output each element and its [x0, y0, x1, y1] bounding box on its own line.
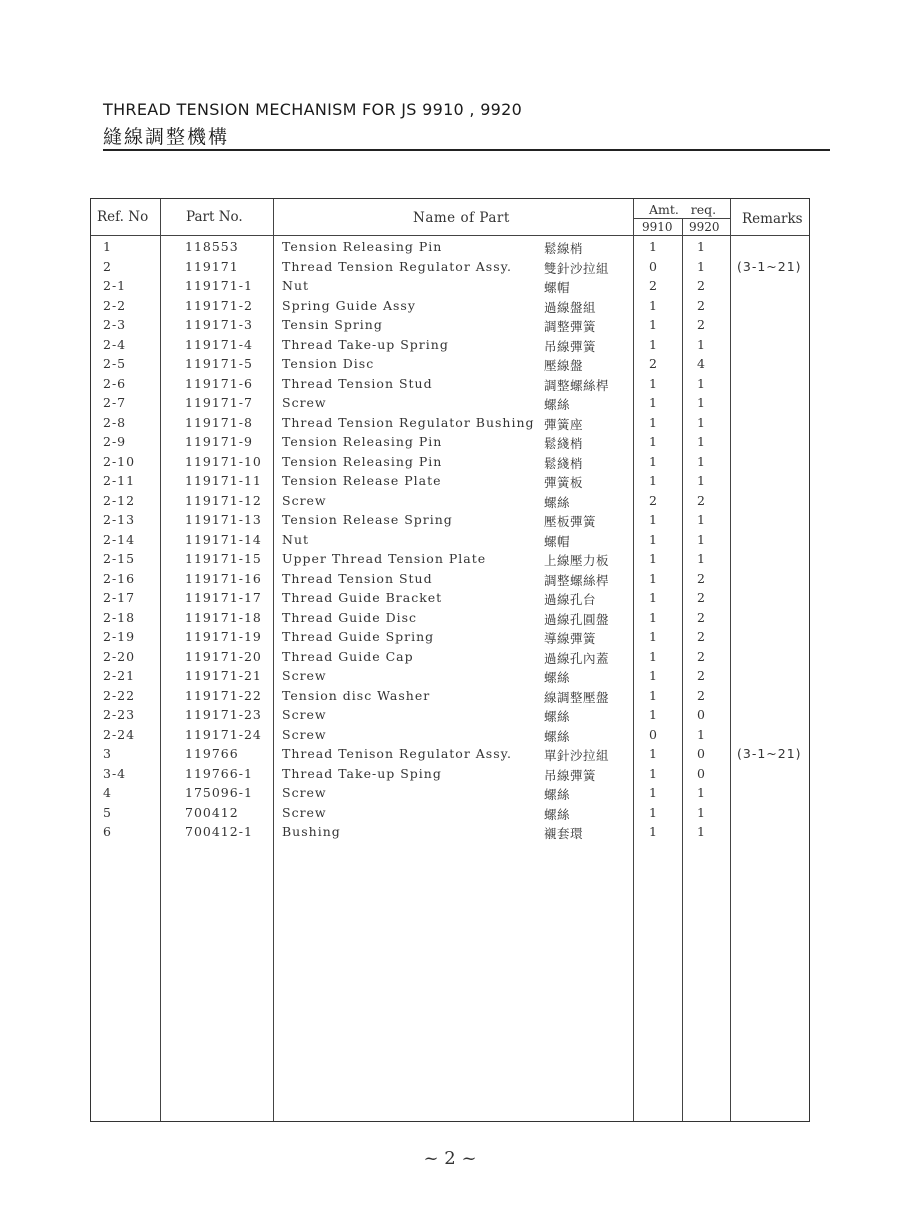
chinese-name-cell: 螺帽 [544, 533, 571, 549]
amt-9910-cell: 2 [649, 278, 658, 293]
part-name-cell: Thread Tenison Regulator Assy. [282, 746, 513, 761]
table-row [91, 668, 809, 688]
amt-9920-cell: 1 [697, 824, 706, 839]
amt-9910-cell: 1 [649, 746, 658, 761]
table-row [91, 337, 809, 357]
ref-cell: 2-19 [103, 629, 136, 644]
amt-9920-cell: 2 [697, 687, 706, 703]
amt-9920-cell: 1 [697, 531, 706, 547]
part-no-cell: 119171 [185, 258, 239, 274]
amt-9910-cell: 1 [649, 336, 658, 352]
ref-cell: 2-23 [103, 707, 136, 722]
part-no-cell: 119171-12 [185, 492, 262, 508]
remarks-cell: (3-1~21) [737, 258, 802, 274]
table-row [91, 512, 809, 532]
chinese-name-cell: 襯套環 [544, 826, 584, 841]
amt-9920-cell: 1 [697, 453, 706, 469]
ref-cell: 2-4 [103, 336, 127, 352]
amt-9910-cell: 1 [649, 590, 658, 605]
ref-cell: 2-7 [103, 395, 127, 410]
part-name-cell: Thread Guide Disc [282, 609, 418, 625]
table-row [91, 688, 809, 708]
ref-cell: 3-4 [103, 765, 127, 781]
amt-9910-cell: 0 [649, 726, 658, 742]
amt-9910-cell: 1 [649, 434, 658, 449]
ref-cell: 2-6 [103, 375, 127, 391]
amt-9910-cell: 1 [649, 570, 658, 586]
part-no-cell: 119171-17 [185, 590, 262, 605]
chinese-name-cell: 過線孔圓盤 [544, 611, 610, 627]
amt-9920-cell: 2 [697, 648, 706, 664]
part-no-cell: 119171-21 [185, 668, 262, 683]
amt-9910-cell: 1 [649, 687, 658, 703]
chinese-name-cell: 雙針沙拉組 [544, 260, 610, 276]
amt-9920-cell: 2 [697, 278, 706, 293]
part-name-cell: Thread Tension Regulator Bushing [282, 414, 535, 430]
table-row [91, 415, 809, 435]
chinese-name-cell: 壓線盤 [544, 358, 584, 373]
amt-9910-cell: 2 [649, 356, 658, 371]
part-no-cell: 119171-10 [185, 453, 262, 469]
amt-9920-cell: 0 [697, 707, 706, 722]
chinese-name-cell: 鬆綫梢 [544, 455, 584, 471]
part-no-cell: 119171-23 [185, 707, 262, 722]
amt-9920-cell: 2 [697, 492, 706, 508]
part-name-cell: Screw [282, 492, 327, 508]
remarks-cell: (3-1~21) [737, 746, 802, 761]
chinese-name-cell: 上線壓力板 [544, 553, 610, 568]
chinese-name-cell: 螺絲 [544, 787, 571, 802]
amt-9910-cell: 1 [649, 473, 658, 488]
amt-9920-cell: 1 [697, 551, 706, 566]
amt-9910-cell: 1 [649, 629, 658, 644]
part-name-cell: Thread Take-up Sping [282, 765, 442, 781]
ref-cell: 4 [103, 785, 112, 800]
header-remarks: Remarks [742, 211, 803, 227]
part-name-cell: Tension Release Plate [282, 473, 442, 488]
table-row [91, 395, 809, 415]
title-underline [103, 149, 830, 151]
part-no-cell: 700412-1 [185, 824, 253, 839]
chinese-name-cell: 壓板彈簧 [544, 514, 597, 529]
table-row [91, 707, 809, 727]
part-name-cell: Tension Release Spring [282, 512, 453, 527]
table-row [91, 629, 809, 649]
chinese-name-cell: 調整螺絲桿 [544, 572, 610, 588]
part-name-cell: Screw [282, 726, 327, 742]
amt-9920-cell: 1 [697, 434, 706, 449]
part-no-cell: 119766-1 [185, 765, 253, 781]
amt-9920-cell: 0 [697, 746, 706, 761]
amt-9920-cell: 1 [697, 726, 706, 742]
part-name-cell: Screw [282, 395, 327, 410]
chinese-name-cell: 螺絲 [544, 709, 571, 724]
part-name-cell: Screw [282, 668, 327, 683]
part-no-cell: 119171-13 [185, 512, 262, 527]
part-no-cell: 175096-1 [185, 785, 253, 800]
amt-9910-cell: 1 [649, 707, 658, 722]
ref-cell: 2-5 [103, 356, 127, 371]
amt-9920-cell: 0 [697, 765, 706, 781]
table-row [91, 473, 809, 493]
amt-9920-cell: 1 [697, 336, 706, 352]
part-name-cell: Thread Guide Bracket [282, 590, 443, 605]
part-name-cell: Thread Tension Stud [282, 375, 433, 391]
ref-cell: 2-21 [103, 668, 136, 683]
header-amt-req: Amt. req. [649, 202, 717, 217]
part-name-cell: Thread Guide Cap [282, 648, 414, 664]
amt-9910-cell: 1 [649, 453, 658, 469]
part-name-cell: Tension Releasing Pin [282, 239, 443, 254]
table-row [91, 766, 809, 786]
header-subdivider [633, 218, 730, 219]
chinese-name-cell: 導線彈簧 [544, 631, 597, 646]
ref-cell: 2-15 [103, 551, 136, 566]
part-name-cell: Nut [282, 278, 310, 293]
chinese-name-cell: 調整螺絲桿 [544, 377, 610, 393]
part-name-cell: Upper Thread Tension Plate [282, 551, 487, 566]
part-no-cell: 119171-3 [185, 317, 253, 332]
chinese-name-cell: 調整彈簧 [544, 319, 597, 334]
chinese-name-cell: 吊線彈簧 [544, 767, 597, 783]
ref-cell: 2-16 [103, 570, 136, 586]
table-row [91, 454, 809, 474]
part-no-cell: 119171-6 [185, 375, 253, 391]
ref-cell: 2-18 [103, 609, 136, 625]
table-row [91, 239, 809, 259]
amt-9920-cell: 1 [697, 395, 706, 410]
part-name-cell: Thread Take-up Spring [282, 336, 449, 352]
part-name-cell: Tension Disc [282, 356, 375, 371]
table-row [91, 824, 809, 844]
amt-9910-cell: 1 [649, 239, 658, 254]
amt-9910-cell: 1 [649, 375, 658, 391]
amt-9910-cell: 1 [649, 512, 658, 527]
part-no-cell: 119171-4 [185, 336, 253, 352]
part-name-cell: Nut [282, 531, 310, 547]
chinese-name-cell: 彈簧座 [544, 416, 584, 432]
chinese-name-cell: 螺絲 [544, 494, 571, 510]
part-name-cell: Thread Tension Regulator Assy. [282, 258, 513, 274]
ref-cell: 2-24 [103, 726, 136, 742]
chinese-name-cell: 螺絲 [544, 397, 571, 412]
chinese-name-cell: 線調整壓盤 [544, 689, 610, 705]
part-no-cell: 119171-1 [185, 278, 253, 293]
ref-cell: 2-17 [103, 590, 136, 605]
amt-9920-cell: 4 [697, 356, 706, 371]
ref-cell: 2-9 [103, 434, 127, 449]
ref-cell: 2-1 [103, 278, 127, 293]
amt-9910-cell: 1 [649, 531, 658, 547]
part-name-cell: Tension Releasing Pin [282, 453, 443, 469]
part-name-cell: Spring Guide Assy [282, 297, 416, 313]
chinese-name-cell: 單針沙拉組 [544, 748, 610, 763]
amt-9910-cell: 1 [649, 414, 658, 430]
part-no-cell: 119171-9 [185, 434, 253, 449]
amt-9910-cell: 1 [649, 395, 658, 410]
table-row [91, 610, 809, 630]
amt-9910-cell: 1 [649, 297, 658, 313]
table-row [91, 298, 809, 318]
part-no-cell: 119171-22 [185, 687, 262, 703]
ref-cell: 6 [103, 824, 112, 839]
ref-cell: 2-22 [103, 687, 136, 703]
chinese-name-cell: 過線盤組 [544, 299, 597, 315]
ref-cell: 2-10 [103, 453, 136, 469]
chinese-name-cell: 螺絲 [544, 670, 571, 685]
table-row [91, 434, 809, 454]
table-row [91, 746, 809, 766]
amt-9910-cell: 1 [649, 804, 658, 820]
table-row [91, 590, 809, 610]
ref-cell: 5 [103, 804, 112, 820]
part-name-cell: Tension Releasing Pin [282, 434, 443, 449]
ref-cell: 1 [103, 239, 112, 254]
table-row [91, 493, 809, 513]
amt-9910-cell: 1 [649, 785, 658, 800]
part-name-cell: Screw [282, 785, 327, 800]
chinese-name-cell: 吊線彈簧 [544, 338, 597, 354]
table-row [91, 805, 809, 825]
amt-9920-cell: 2 [697, 609, 706, 625]
part-name-cell: Bushing [282, 824, 341, 839]
chinese-name-cell: 螺絲 [544, 806, 571, 822]
part-no-cell: 119171-18 [185, 609, 262, 625]
part-no-cell: 119171-8 [185, 414, 253, 430]
chinese-name-cell: 鬆線梢 [544, 241, 584, 256]
header-amt-9920: 9920 [689, 220, 720, 234]
table-row [91, 532, 809, 552]
table-row [91, 551, 809, 571]
amt-9920-cell: 2 [697, 590, 706, 605]
amt-9910-cell: 1 [649, 551, 658, 566]
document-title-english: THREAD TENSION MECHANISM FOR JS 9910 , 9920 [103, 100, 523, 119]
table-row [91, 259, 809, 279]
chinese-name-cell: 過線孔內蓋 [544, 650, 610, 666]
part-no-cell: 119171-7 [185, 395, 253, 410]
ref-cell: 3 [103, 746, 112, 761]
amt-9920-cell: 1 [697, 375, 706, 391]
part-no-cell: 119171-15 [185, 551, 262, 566]
table-row [91, 727, 809, 747]
part-no-cell: 119171-19 [185, 629, 262, 644]
table-row [91, 356, 809, 376]
page-number: ~ 2 ~ [423, 1148, 477, 1169]
amt-9920-cell: 1 [697, 804, 706, 820]
header-part-no: Part No. [186, 209, 243, 225]
amt-9920-cell: 1 [697, 414, 706, 430]
part-no-cell: 119171-20 [185, 648, 262, 664]
chinese-name-cell: 鬆綫梢 [544, 436, 584, 451]
ref-cell: 2-11 [103, 473, 136, 488]
parts-table [90, 198, 810, 1122]
header-bottom-rule [91, 235, 809, 236]
amt-9910-cell: 1 [649, 609, 658, 625]
part-no-cell: 119171-11 [185, 473, 262, 488]
part-no-cell: 119171-2 [185, 297, 253, 313]
chinese-name-cell: 過線孔台 [544, 592, 597, 607]
amt-9910-cell: 2 [649, 492, 658, 508]
amt-9920-cell: 2 [697, 317, 706, 332]
header-amt-9910: 9910 [642, 220, 673, 234]
header-name-of-part: Name of Part [413, 210, 510, 226]
part-no-cell: 700412 [185, 804, 239, 820]
part-name-cell: Tensin Spring [282, 317, 383, 332]
amt-9910-cell: 1 [649, 668, 658, 683]
amt-9920-cell: 1 [697, 473, 706, 488]
ref-cell: 2-13 [103, 512, 136, 527]
table-row [91, 649, 809, 669]
chinese-name-cell: 螺帽 [544, 280, 571, 295]
part-no-cell: 119171-16 [185, 570, 262, 586]
part-no-cell: 119766 [185, 746, 239, 761]
amt-9910-cell: 1 [649, 824, 658, 839]
amt-9920-cell: 1 [697, 785, 706, 800]
part-no-cell: 118553 [185, 239, 239, 254]
document-title-chinese: 縫線調整機構 [103, 126, 230, 148]
ref-cell: 2-3 [103, 317, 127, 332]
ref-cell: 2-20 [103, 648, 136, 664]
part-name-cell: Screw [282, 707, 327, 722]
part-name-cell: Thread Tension Stud [282, 570, 433, 586]
table-row [91, 785, 809, 805]
chinese-name-cell: 彈簧板 [544, 475, 584, 490]
chinese-name-cell: 螺絲 [544, 728, 571, 744]
table-row [91, 376, 809, 396]
part-no-cell: 119171-14 [185, 531, 262, 547]
table-row [91, 278, 809, 298]
table-row [91, 571, 809, 591]
header-ref-no: Ref. No [97, 209, 149, 225]
amt-9910-cell: 1 [649, 648, 658, 664]
ref-cell: 2 [103, 258, 112, 274]
part-name-cell: Thread Guide Spring [282, 629, 435, 644]
part-name-cell: Tension disc Washer [282, 687, 431, 703]
part-name-cell: Screw [282, 804, 327, 820]
amt-9910-cell: 1 [649, 317, 658, 332]
amt-9920-cell: 1 [697, 258, 706, 274]
amt-9920-cell: 2 [697, 570, 706, 586]
amt-9910-cell: 1 [649, 765, 658, 781]
part-no-cell: 119171-24 [185, 726, 262, 742]
ref-cell: 2-2 [103, 297, 127, 313]
amt-9920-cell: 2 [697, 629, 706, 644]
amt-9920-cell: 2 [697, 668, 706, 683]
amt-9910-cell: 0 [649, 258, 658, 274]
table-row [91, 317, 809, 337]
amt-9920-cell: 1 [697, 512, 706, 527]
ref-cell: 2-12 [103, 492, 136, 508]
ref-cell: 2-14 [103, 531, 136, 547]
amt-9920-cell: 1 [697, 239, 706, 254]
amt-9920-cell: 2 [697, 297, 706, 313]
ref-cell: 2-8 [103, 414, 127, 430]
part-no-cell: 119171-5 [185, 356, 253, 371]
